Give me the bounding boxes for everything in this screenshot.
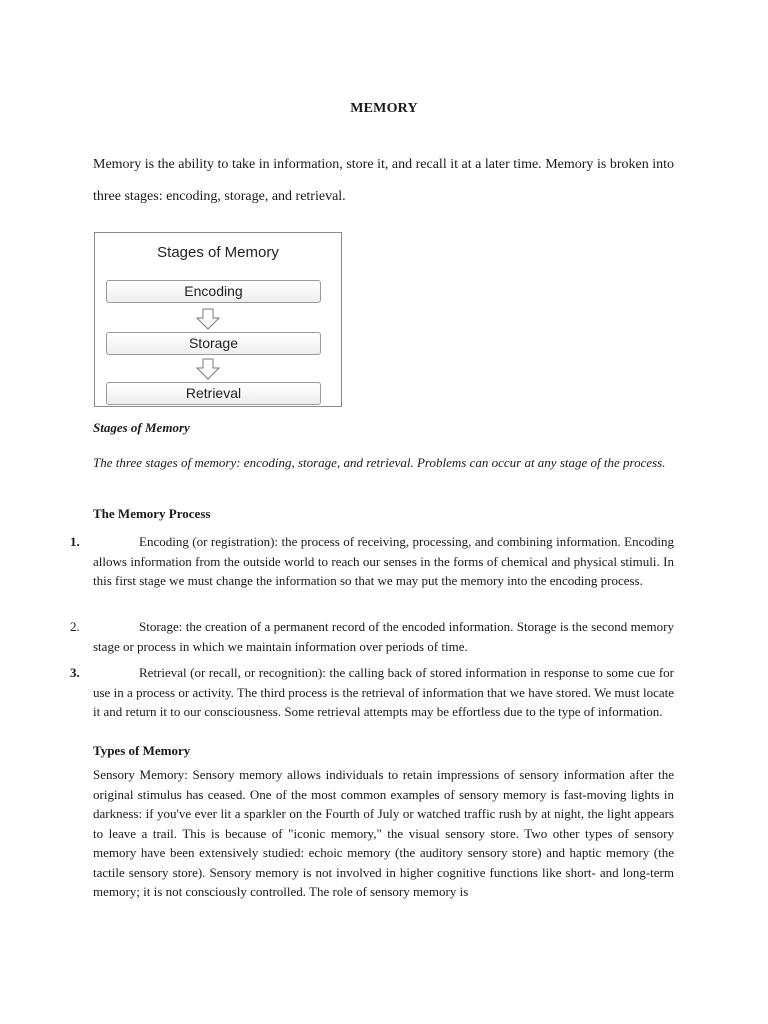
stage-box-storage: Storage [106,332,321,355]
sensory-memory-paragraph: Sensory Memory: Sensory memory allows individuals to retain impressions of sensory information after the original stimulus has ceased. One of the most common examples of sensory memory is fast-moving lights in darkness: if you've ever lit a sparkler on the Fourth of July or watched traffic rush by at night, the light appears to leave a trail. This is because of "iconic memory," the visual sensory store. Two other types of sensory memory have been extensively studied: echoic memory (the auditory sensory store) and haptic memory (the tactile sensory store). Sensory memory is not involved in higher cognitive functions like short- and long-term memory; it is not consciously controlled. The role of sensory memory is [93,767,674,899]
list-item-retrieval: Retrieval (or recall, or recognition): the calling back of stored information in response to some cue for use in a process or activity. The third process is the retrieval of information that we have stored. We must locate it and return it to our consciousness. Some retrieval attempts may be effortless due to the type of information. [93,665,674,719]
figure-caption-text: The three stages of memory: encoding, storage, and retrieval. Problems can occur at any stage of the process. [93,455,666,470]
down-arrow-icon [195,308,221,330]
types-of-memory-heading: Types of Memory [93,743,191,758]
diagram-title: Stages of Memory [157,244,279,261]
list-number: 3. [70,665,80,680]
stage-box-retrieval: Retrieval [106,382,321,405]
stages-diagram [94,232,342,407]
intro-paragraph: Memory is the ability to take in information, store it, and recall it at a later time. Memory is broken into three stages: encoding, storage, and retrieval. [93,157,674,204]
list-number: 2. [70,619,80,634]
down-arrow-icon [195,358,221,380]
list-number: 1. [70,534,80,549]
figure-caption-title: Stages of Memory [93,420,190,435]
stage-box-encoding: Encoding [106,280,321,303]
list-item-storage: Storage: the creation of a permanent record of the encoded information. Storage is the second memory stage or process in which we maintain information over periods of time. [93,619,674,654]
memory-process-heading: The Memory Process [93,506,211,521]
page-title: MEMORY [350,101,418,116]
list-item-encoding: Encoding (or registration): the process of receiving, processing, and combining information. Encoding allows information from the outside world to reach our senses in the forms of chemical and physical stimuli. In this first stage we must change the information so that we may put the memory into the encoding process. [93,534,674,588]
